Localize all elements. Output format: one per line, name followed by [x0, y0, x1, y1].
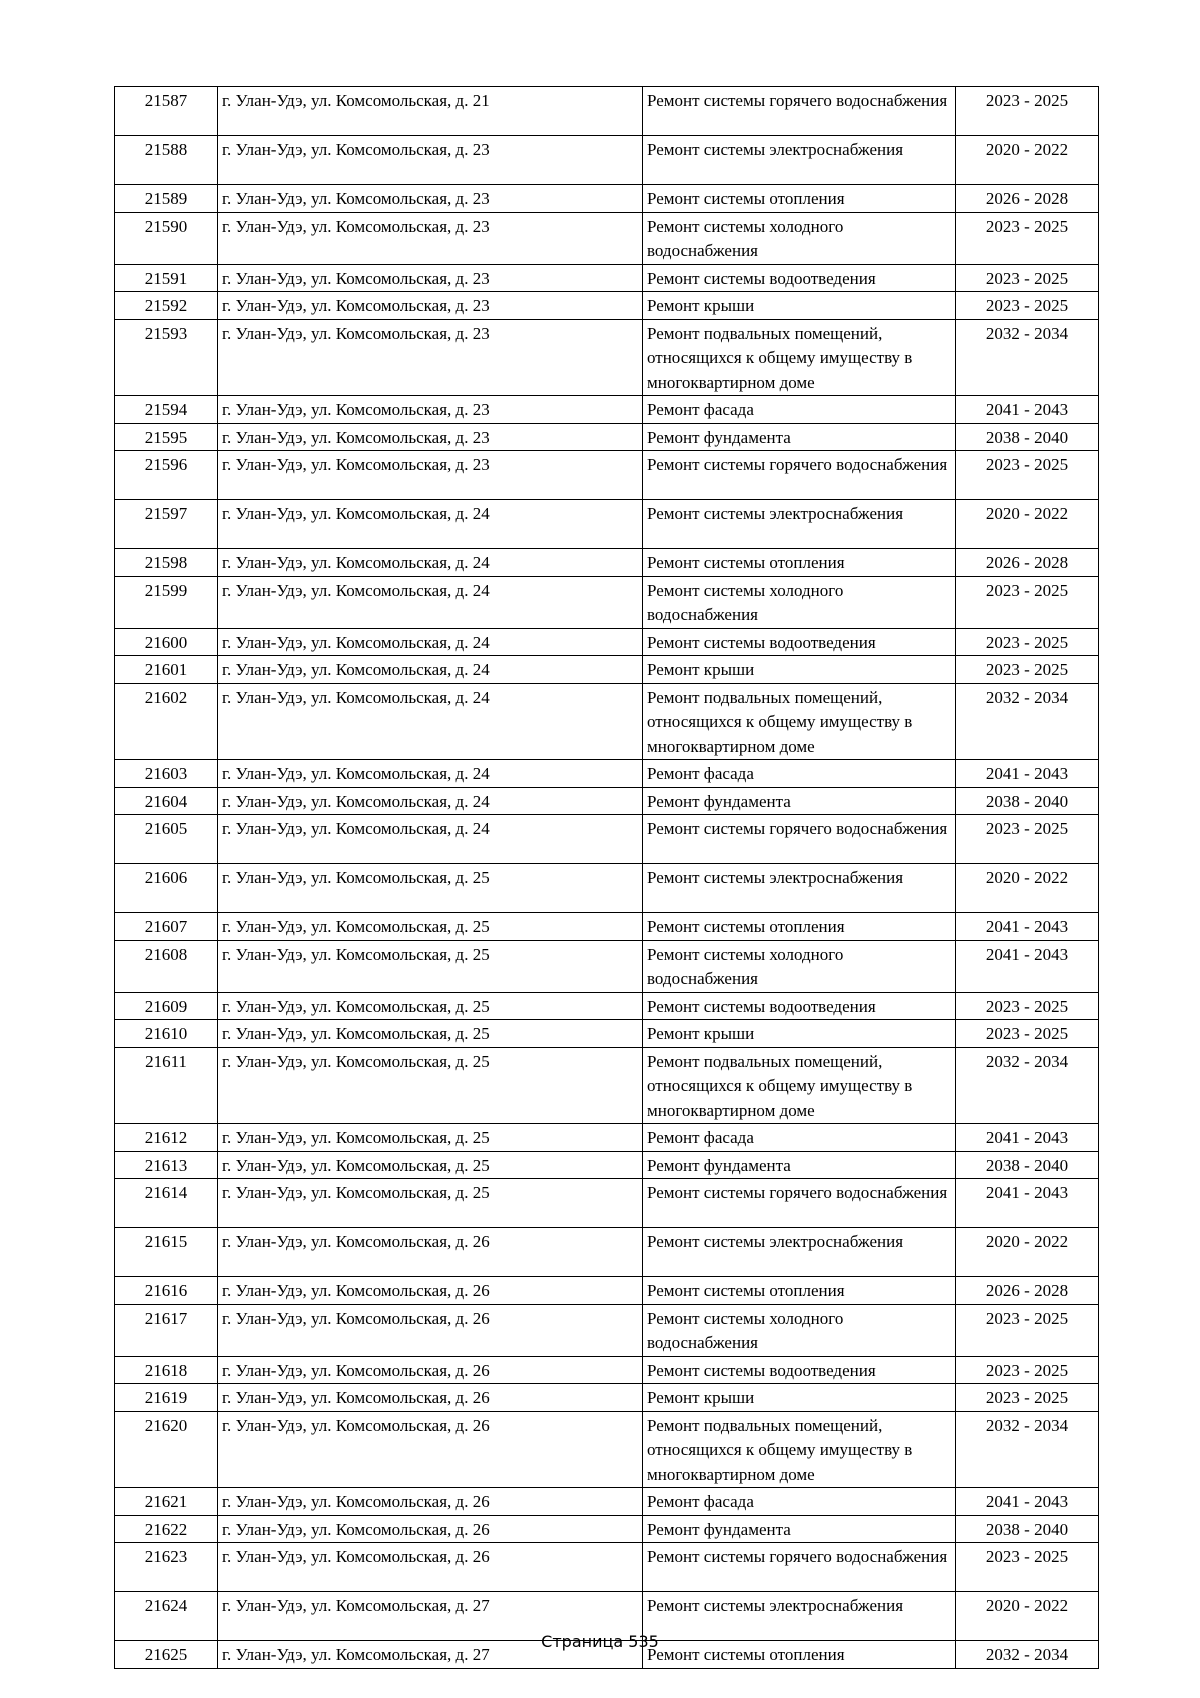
- work-type-cell: Ремонт системы отопления: [643, 549, 956, 577]
- row-number-cell: 21597: [115, 500, 218, 549]
- work-type-cell: Ремонт системы водоотведения: [643, 1356, 956, 1384]
- row-number-cell: 21606: [115, 864, 218, 913]
- work-type-cell: Ремонт системы электроснабжения: [643, 1228, 956, 1277]
- work-type-cell: Ремонт системы отопления: [643, 1277, 956, 1305]
- address-cell: г. Улан-Удэ, ул. Комсомольская, д. 26: [218, 1384, 643, 1412]
- row-number-cell: 21605: [115, 815, 218, 864]
- address-cell: г. Улан-Удэ, ул. Комсомольская, д. 27: [218, 1592, 643, 1641]
- address-cell: г. Улан-Удэ, ул. Комсомольская, д. 25: [218, 1151, 643, 1179]
- work-type-cell: Ремонт системы водоотведения: [643, 628, 956, 656]
- period-cell: 2041 - 2043: [956, 1179, 1099, 1228]
- table-row: [115, 1047, 1099, 1124]
- row-number-cell: 21591: [115, 264, 218, 292]
- row-number-cell: 21599: [115, 576, 218, 628]
- table-row: [115, 549, 1099, 577]
- address-cell: г. Улан-Удэ, ул. Комсомольская, д. 26: [218, 1543, 643, 1592]
- address-cell: г. Улан-Удэ, ул. Комсомольская, д. 23: [218, 212, 643, 264]
- period-cell: 2041 - 2043: [956, 1124, 1099, 1152]
- work-type-cell: Ремонт системы электроснабжения: [643, 1592, 956, 1641]
- period-cell: 2023 - 2025: [956, 1304, 1099, 1356]
- period-cell: 2032 - 2034: [956, 683, 1099, 760]
- table-row: [115, 1488, 1099, 1516]
- row-number-cell: 21615: [115, 1228, 218, 1277]
- row-number-cell: 21593: [115, 319, 218, 396]
- works-table: [114, 86, 1099, 1669]
- work-type-cell: Ремонт системы водоотведения: [643, 264, 956, 292]
- table-row: [115, 1543, 1099, 1592]
- work-type-cell: Ремонт фасада: [643, 760, 956, 788]
- work-type-cell: Ремонт крыши: [643, 292, 956, 320]
- table-row: [115, 628, 1099, 656]
- row-number-cell: 21624: [115, 1592, 218, 1641]
- table-row: [115, 423, 1099, 451]
- row-number-cell: 21620: [115, 1411, 218, 1488]
- period-cell: 2023 - 2025: [956, 1356, 1099, 1384]
- address-cell: г. Улан-Удэ, ул. Комсомольская, д. 25: [218, 1124, 643, 1152]
- period-cell: 2038 - 2040: [956, 787, 1099, 815]
- address-cell: г. Улан-Удэ, ул. Комсомольская, д. 24: [218, 549, 643, 577]
- address-cell: г. Улан-Удэ, ул. Комсомольская, д. 26: [218, 1228, 643, 1277]
- work-type-cell: Ремонт системы горячего водоснабжения: [643, 1543, 956, 1592]
- row-number-cell: 21622: [115, 1515, 218, 1543]
- work-type-cell: Ремонт фасада: [643, 1488, 956, 1516]
- row-number-cell: 21610: [115, 1020, 218, 1048]
- period-cell: 2023 - 2025: [956, 292, 1099, 320]
- row-number-cell: 21595: [115, 423, 218, 451]
- period-cell: 2038 - 2040: [956, 1151, 1099, 1179]
- address-cell: г. Улан-Удэ, ул. Комсомольская, д. 23: [218, 136, 643, 185]
- period-cell: 2032 - 2034: [956, 1047, 1099, 1124]
- row-number-cell: 21617: [115, 1304, 218, 1356]
- period-cell: 2023 - 2025: [956, 628, 1099, 656]
- table-row: [115, 212, 1099, 264]
- period-cell: 2020 - 2022: [956, 864, 1099, 913]
- period-cell: 2023 - 2025: [956, 1543, 1099, 1592]
- address-cell: г. Улан-Удэ, ул. Комсомольская, д. 23: [218, 451, 643, 500]
- table-row: [115, 815, 1099, 864]
- address-cell: г. Улан-Удэ, ул. Комсомольская, д. 24: [218, 787, 643, 815]
- period-cell: 2023 - 2025: [956, 1020, 1099, 1048]
- address-cell: г. Улан-Удэ, ул. Комсомольская, д. 25: [218, 864, 643, 913]
- table-row: [115, 451, 1099, 500]
- address-cell: г. Улан-Удэ, ул. Комсомольская, д. 23: [218, 292, 643, 320]
- address-cell: г. Улан-Удэ, ул. Комсомольская, д. 24: [218, 815, 643, 864]
- table-row: [115, 864, 1099, 913]
- work-type-cell: Ремонт системы горячего водоснабжения: [643, 451, 956, 500]
- table-row: [115, 1304, 1099, 1356]
- work-type-cell: Ремонт системы горячего водоснабжения: [643, 1179, 956, 1228]
- row-number-cell: 21621: [115, 1488, 218, 1516]
- period-cell: 2023 - 2025: [956, 656, 1099, 684]
- page-number: Страница 535: [541, 1632, 659, 1651]
- row-number-cell: 21604: [115, 787, 218, 815]
- period-cell: 2023 - 2025: [956, 576, 1099, 628]
- table-row: [115, 1277, 1099, 1305]
- row-number-cell: 21598: [115, 549, 218, 577]
- address-cell: г. Улан-Удэ, ул. Комсомольская, д. 24: [218, 656, 643, 684]
- row-number-cell: 21600: [115, 628, 218, 656]
- address-cell: г. Улан-Удэ, ул. Комсомольская, д. 23: [218, 396, 643, 424]
- work-type-cell: Ремонт системы холодного водоснабжения: [643, 212, 956, 264]
- address-cell: г. Улан-Удэ, ул. Комсомольская, д. 24: [218, 628, 643, 656]
- address-cell: г. Улан-Удэ, ул. Комсомольская, д. 23: [218, 423, 643, 451]
- row-number-cell: 21616: [115, 1277, 218, 1305]
- table-row: [115, 1124, 1099, 1152]
- row-number-cell: 21611: [115, 1047, 218, 1124]
- period-cell: 2020 - 2022: [956, 1592, 1099, 1641]
- address-cell: г. Улан-Удэ, ул. Комсомольская, д. 26: [218, 1515, 643, 1543]
- work-type-cell: Ремонт системы электроснабжения: [643, 136, 956, 185]
- works-table-body: [115, 87, 1099, 1669]
- work-type-cell: Ремонт системы отопления: [643, 913, 956, 941]
- address-cell: г. Улан-Удэ, ул. Комсомольская, д. 24: [218, 683, 643, 760]
- work-type-cell: Ремонт фундамента: [643, 787, 956, 815]
- table-row: [115, 500, 1099, 549]
- table-row: [115, 185, 1099, 213]
- period-cell: 2026 - 2028: [956, 549, 1099, 577]
- address-cell: г. Улан-Удэ, ул. Комсомольская, д. 23: [218, 264, 643, 292]
- work-type-cell: Ремонт системы отопления: [643, 185, 956, 213]
- work-type-cell: Ремонт подвальных помещений, относящихся к общему имуществу в многоквартирном доме: [643, 319, 956, 396]
- address-cell: г. Улан-Удэ, ул. Комсомольская, д. 27: [218, 1641, 643, 1669]
- work-type-cell: Ремонт фундамента: [643, 423, 956, 451]
- period-cell: 2020 - 2022: [956, 136, 1099, 185]
- table-row: [115, 1179, 1099, 1228]
- row-number-cell: 21588: [115, 136, 218, 185]
- row-number-cell: 21602: [115, 683, 218, 760]
- period-cell: 2020 - 2022: [956, 1228, 1099, 1277]
- work-type-cell: Ремонт системы холодного водоснабжения: [643, 576, 956, 628]
- table-row: [115, 1228, 1099, 1277]
- address-cell: г. Улан-Удэ, ул. Комсомольская, д. 25: [218, 1047, 643, 1124]
- row-number-cell: 21609: [115, 992, 218, 1020]
- row-number-cell: 21601: [115, 656, 218, 684]
- table-row: [115, 319, 1099, 396]
- address-cell: г. Улан-Удэ, ул. Комсомольская, д. 23: [218, 185, 643, 213]
- row-number-cell: 21618: [115, 1356, 218, 1384]
- row-number-cell: 21587: [115, 87, 218, 136]
- work-type-cell: Ремонт фасада: [643, 396, 956, 424]
- period-cell: 2023 - 2025: [956, 212, 1099, 264]
- address-cell: г. Улан-Удэ, ул. Комсомольская, д. 26: [218, 1277, 643, 1305]
- table-row: [115, 656, 1099, 684]
- table-row: [115, 292, 1099, 320]
- address-cell: г. Улан-Удэ, ул. Комсомольская, д. 24: [218, 760, 643, 788]
- period-cell: 2038 - 2040: [956, 1515, 1099, 1543]
- table-row: [115, 992, 1099, 1020]
- table-row: [115, 576, 1099, 628]
- row-number-cell: 21612: [115, 1124, 218, 1152]
- period-cell: 2023 - 2025: [956, 451, 1099, 500]
- row-number-cell: 21592: [115, 292, 218, 320]
- work-type-cell: Ремонт системы отопления: [643, 1641, 956, 1669]
- period-cell: 2023 - 2025: [956, 815, 1099, 864]
- work-type-cell: Ремонт фасада: [643, 1124, 956, 1152]
- period-cell: 2023 - 2025: [956, 264, 1099, 292]
- row-number-cell: 21613: [115, 1151, 218, 1179]
- work-type-cell: Ремонт системы горячего водоснабжения: [643, 815, 956, 864]
- work-type-cell: Ремонт крыши: [643, 1020, 956, 1048]
- work-type-cell: Ремонт фундамента: [643, 1151, 956, 1179]
- period-cell: 2041 - 2043: [956, 760, 1099, 788]
- work-type-cell: Ремонт фундамента: [643, 1515, 956, 1543]
- period-cell: 2026 - 2028: [956, 185, 1099, 213]
- row-number-cell: 21619: [115, 1384, 218, 1412]
- work-type-cell: Ремонт подвальных помещений, относящихся к общему имуществу в многоквартирном доме: [643, 1047, 956, 1124]
- work-type-cell: Ремонт подвальных помещений, относящихся к общему имуществу в многоквартирном доме: [643, 683, 956, 760]
- work-type-cell: Ремонт крыши: [643, 656, 956, 684]
- period-cell: 2038 - 2040: [956, 423, 1099, 451]
- work-type-cell: Ремонт системы горячего водоснабжения: [643, 87, 956, 136]
- work-type-cell: Ремонт подвальных помещений, относящихся к общему имуществу в многоквартирном доме: [643, 1411, 956, 1488]
- table-row: [115, 1020, 1099, 1048]
- table-row: [115, 1515, 1099, 1543]
- table-row: [115, 396, 1099, 424]
- work-type-cell: Ремонт крыши: [643, 1384, 956, 1412]
- address-cell: г. Улан-Удэ, ул. Комсомольская, д. 25: [218, 1020, 643, 1048]
- work-type-cell: Ремонт системы холодного водоснабжения: [643, 1304, 956, 1356]
- address-cell: г. Улан-Удэ, ул. Комсомольская, д. 25: [218, 992, 643, 1020]
- address-cell: г. Улан-Удэ, ул. Комсомольская, д. 26: [218, 1304, 643, 1356]
- address-cell: г. Улан-Удэ, ул. Комсомольская, д. 24: [218, 500, 643, 549]
- period-cell: 2023 - 2025: [956, 992, 1099, 1020]
- period-cell: 2026 - 2028: [956, 1277, 1099, 1305]
- row-number-cell: 21589: [115, 185, 218, 213]
- table-row: [115, 264, 1099, 292]
- table-row: [115, 913, 1099, 941]
- address-cell: г. Улан-Удэ, ул. Комсомольская, д. 26: [218, 1488, 643, 1516]
- period-cell: 2032 - 2034: [956, 319, 1099, 396]
- table-row: [115, 760, 1099, 788]
- table-row: [115, 1151, 1099, 1179]
- row-number-cell: 21614: [115, 1179, 218, 1228]
- address-cell: г. Улан-Удэ, ул. Комсомольская, д. 21: [218, 87, 643, 136]
- address-cell: г. Улан-Удэ, ул. Комсомольская, д. 23: [218, 319, 643, 396]
- address-cell: г. Улан-Удэ, ул. Комсомольская, д. 25: [218, 913, 643, 941]
- work-type-cell: Ремонт системы электроснабжения: [643, 864, 956, 913]
- row-number-cell: 21594: [115, 396, 218, 424]
- table-row: [115, 1384, 1099, 1412]
- work-type-cell: Ремонт системы электроснабжения: [643, 500, 956, 549]
- row-number-cell: 21608: [115, 940, 218, 992]
- address-cell: г. Улан-Удэ, ул. Комсомольская, д. 26: [218, 1411, 643, 1488]
- row-number-cell: 21623: [115, 1543, 218, 1592]
- period-cell: 2032 - 2034: [956, 1641, 1099, 1669]
- address-cell: г. Улан-Удэ, ул. Комсомольская, д. 26: [218, 1356, 643, 1384]
- address-cell: г. Улан-Удэ, ул. Комсомольская, д. 25: [218, 940, 643, 992]
- row-number-cell: 21603: [115, 760, 218, 788]
- row-number-cell: 21625: [115, 1641, 218, 1669]
- address-cell: г. Улан-Удэ, ул. Комсомольская, д. 25: [218, 1179, 643, 1228]
- period-cell: 2023 - 2025: [956, 87, 1099, 136]
- period-cell: 2032 - 2034: [956, 1411, 1099, 1488]
- table-row: [115, 683, 1099, 760]
- period-cell: 2041 - 2043: [956, 913, 1099, 941]
- row-number-cell: 21596: [115, 451, 218, 500]
- period-cell: 2020 - 2022: [956, 500, 1099, 549]
- table-row: [115, 87, 1099, 136]
- period-cell: 2023 - 2025: [956, 1384, 1099, 1412]
- table-row: [115, 940, 1099, 992]
- period-cell: 2041 - 2043: [956, 940, 1099, 992]
- table-row: [115, 787, 1099, 815]
- row-number-cell: 21590: [115, 212, 218, 264]
- period-cell: 2041 - 2043: [956, 396, 1099, 424]
- table-row: [115, 136, 1099, 185]
- work-type-cell: Ремонт системы водоотведения: [643, 992, 956, 1020]
- period-cell: 2041 - 2043: [956, 1488, 1099, 1516]
- row-number-cell: 21607: [115, 913, 218, 941]
- address-cell: г. Улан-Удэ, ул. Комсомольская, д. 24: [218, 576, 643, 628]
- table-row: [115, 1356, 1099, 1384]
- table-row: [115, 1411, 1099, 1488]
- work-type-cell: Ремонт системы холодного водоснабжения: [643, 940, 956, 992]
